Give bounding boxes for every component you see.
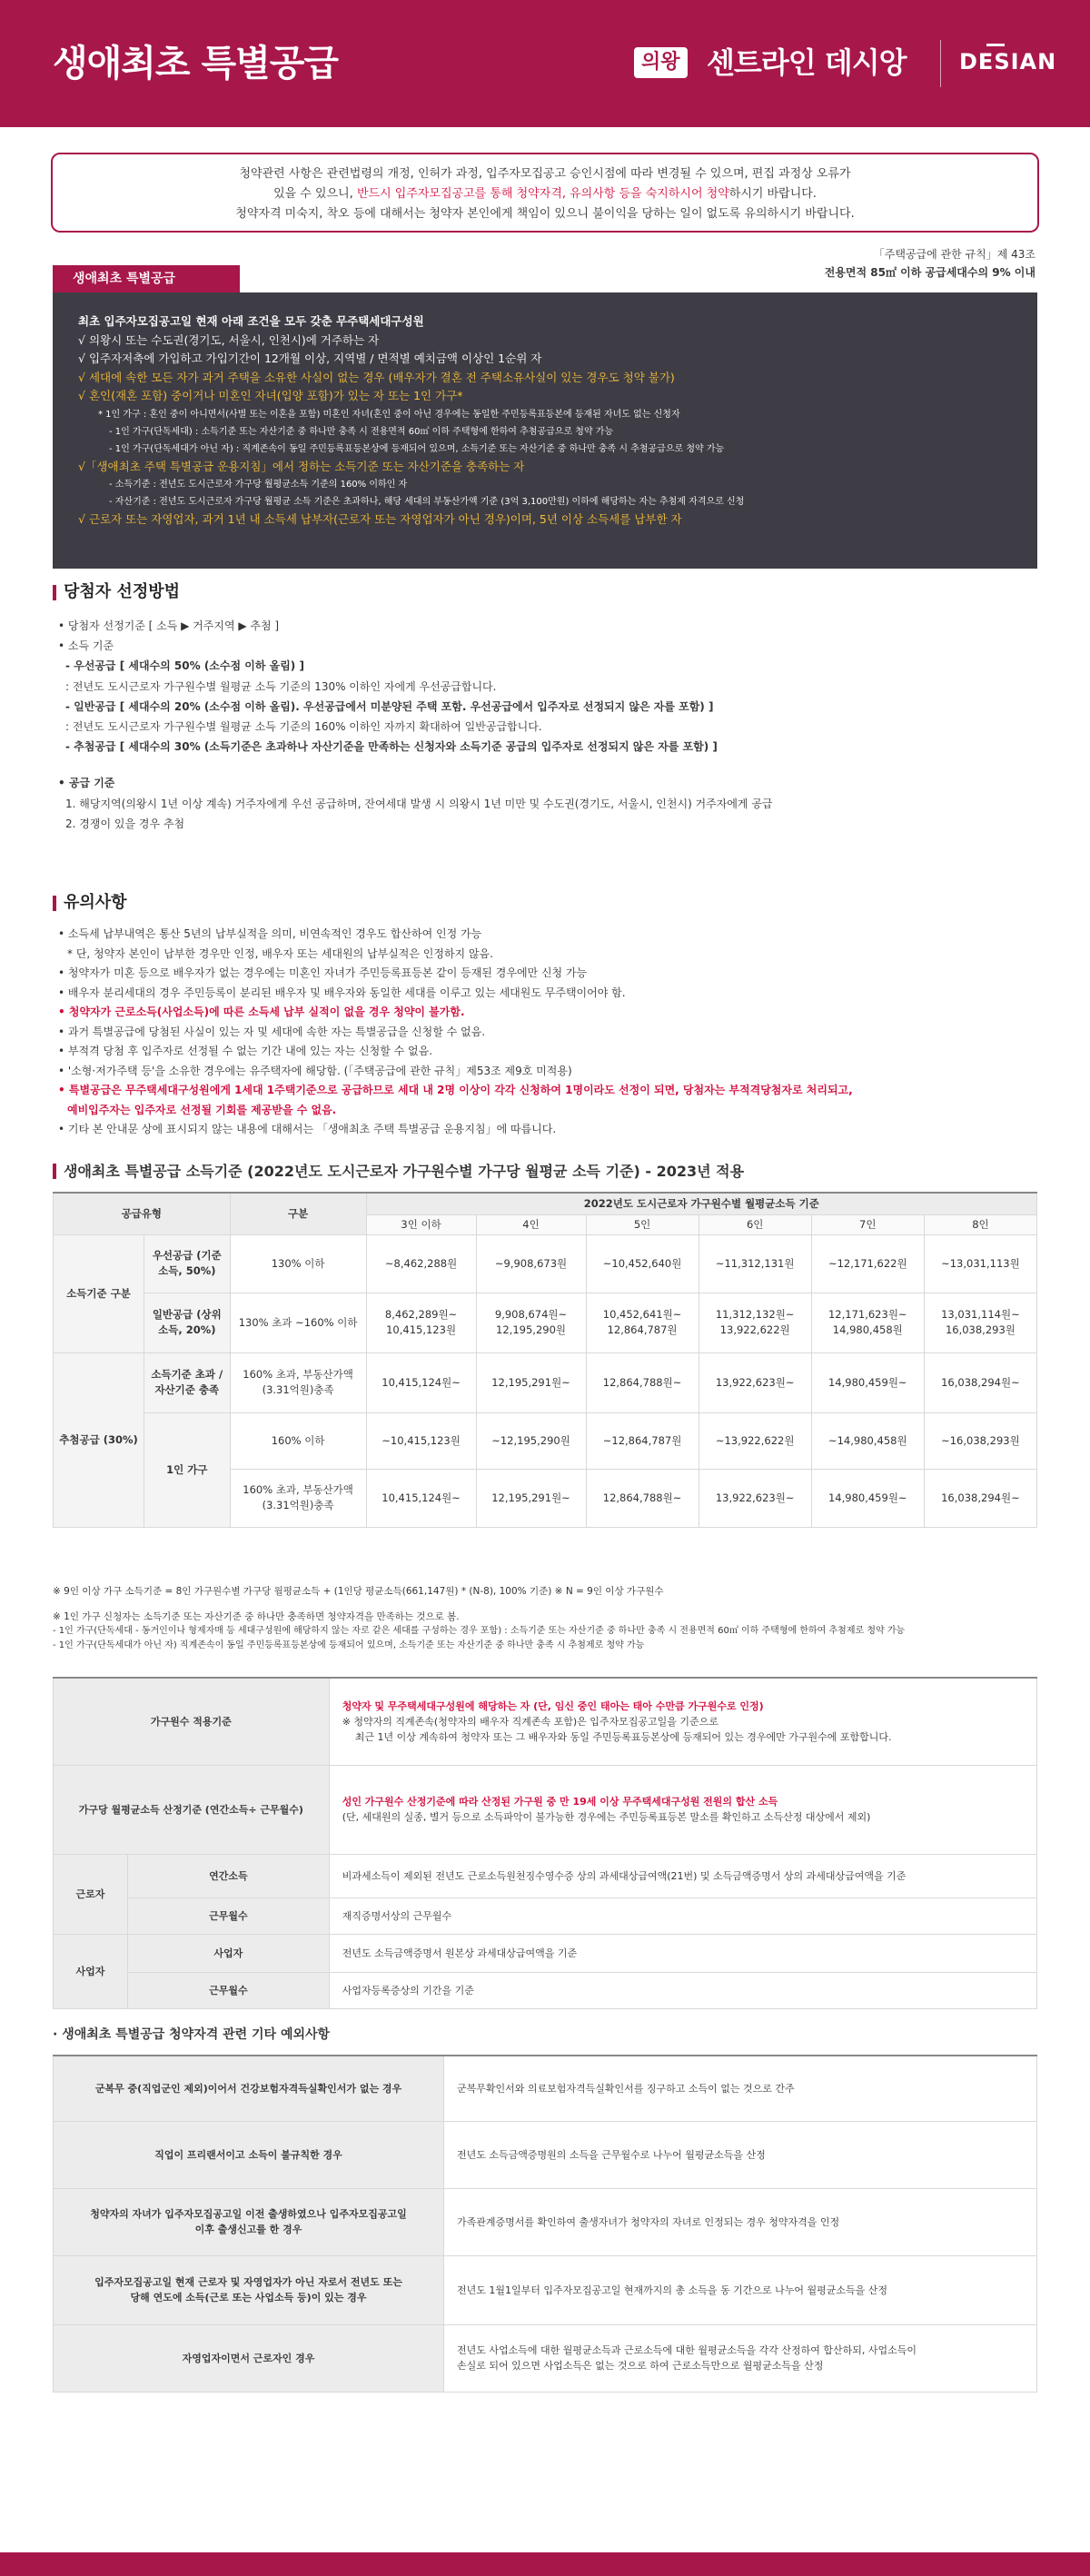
page-header: [0, 0, 1090, 127]
row-group: 사업자: [54, 1934, 128, 2008]
caution-line: • 과거 특별공급에 당첨된 사실이 있는 자 및 세대에 속한 자는 특별공급을 신청할 수 없음.: [58, 1025, 486, 1038]
cell: 11,312,132원~ 13,922,622원: [699, 1293, 811, 1352]
ref-line: 전용면적 85㎡ 이하 공급세대수의 9% 이내: [824, 266, 1036, 279]
caution-line: • 청약자가 미혼 등으로 배우자가 없는 경우에는 미혼인 자녀가 주민등록표등본 같이 등재된 경우에만 신청 가능: [58, 966, 588, 979]
row-value-line: ※ 청약자의 직계존속(청약자의 배우자 직계존속 포함)은 입주자모집공고일을 기준으로: [342, 1715, 718, 1728]
cell: 12,864,788원~: [586, 1469, 699, 1527]
row-division: 160% 초과, 부동산가액(3.31억원)충족: [230, 1352, 366, 1412]
criteria-item: √ 혼인(재혼 포함) 중이거나 미혼인 자녀(입양 포함)가 있는 자 또는 1인 가구*: [78, 389, 463, 402]
cell: ~13,031,113원: [924, 1234, 1036, 1293]
row-type: 우선공급 (기준소득, 50%): [144, 1234, 231, 1293]
cell: ~13,922,622원: [699, 1412, 811, 1469]
selection-line: - 우선공급 [ 세대수의 50% (소수점 이하 올림) ]: [65, 659, 304, 673]
exceptions-title: · 생애최초 특별공급 청약자격 관련 기타 예외사항: [53, 2027, 331, 2042]
criteria-sub: - 1인 가구(단독세대가 아닌 자) : 직계존속이 동일 주민등록표등본상에 등재되어 있으며, 소득기준 또는 자산기준 중 하나만 충족 시 추첨공급으로 청약 가능: [109, 443, 725, 454]
selection-line: 1. 해당지역(의왕시 1년 이상 계속) 거주자에게 우선 공급하며, 잔여세대 발생 시 의왕시 1년 미만 및 수도권(경기도, 서울시, 인천시) 거주자에게 공급: [65, 797, 773, 810]
cell: ~14,980,458원: [811, 1412, 924, 1469]
table-row: [54, 1234, 1037, 1293]
caution-line: * 단, 청약자 본인이 납부한 경우만 인정, 배우자 또는 세대원의 납부실적은 인정하지 않음.: [67, 946, 493, 960]
ref-line: 「주택공급에 관한 규칙」제 43조: [873, 248, 1036, 261]
notice-text: 하시기 바랍니다.: [728, 187, 817, 201]
cell: ~11,312,131원: [699, 1234, 811, 1293]
definition-table: [53, 1677, 1037, 2009]
row-value: 사업자등록증상의 기간을 기준: [329, 1972, 1036, 2008]
criteria-box: [53, 292, 1037, 569]
selection-line: - 추첨공급 [ 세대수의 30% (소득기준은 초과하나 자산기준을 만족하는 신청자와 소득기준 공급의 입주자로 선정되지 않은 자를 포함) ]: [65, 740, 718, 754]
row-value: 전년도 소득금액증명원의 소득을 근무월수로 나누어 월평균소득을 산정: [444, 2121, 1037, 2188]
cell: 12,195,291원~: [476, 1352, 586, 1412]
col-header: 구분: [230, 1193, 366, 1234]
section-tab: 생애최초 특별공급: [53, 265, 240, 292]
table-note: - 1인 가구(단독세대가 아닌 자) 직계존속이 동일 주민등록표등본상에 등재되어 있으며, 소득기준 또는 자산기준 중 하나만 충족 시 추첨제로 청약 가능: [53, 1640, 645, 1650]
selection-line: 2. 경쟁이 있을 경우 추첨: [65, 817, 185, 830]
row-label: 가구당 월평균소득 산정기준 (연간소득÷ 근무월수): [54, 1765, 330, 1854]
row-label: 청약자의 자녀가 입주자모집공고일 이전 출생하였으나 입주자모집공고일 이후 출생신고를 한 경우: [54, 2188, 444, 2255]
col-header: 2022년도 도시근로자 가구원수별 월평균소득 기준: [366, 1193, 1036, 1214]
selection-line: - 일반공급 [ 세대수의 20% (소수점 이하 올림). 우선공급에서 미분양된 주택 포함. 우선공급에서 입주자로 선정되지 않은 자를 포함) ]: [65, 699, 714, 713]
income-table: [53, 1192, 1037, 1528]
row-division: 130% 초과 ~160% 이하: [230, 1293, 366, 1352]
col-header: 6인: [699, 1214, 811, 1234]
row-label: 가구원수 적용기준: [54, 1678, 330, 1765]
row-type: 1인 가구: [144, 1412, 231, 1527]
footer-bar: [0, 2552, 1090, 2576]
table-row: [54, 1854, 1037, 1897]
cell: ~16,038,293원: [924, 1412, 1036, 1469]
row-value: 군복무확인서와 의료보험자격득실확인서를 징구하고 소득이 없는 것으로 간주: [444, 2056, 1037, 2121]
cell: ~9,908,673원: [476, 1234, 586, 1293]
table-row: [54, 1765, 1037, 1854]
exceptions-table: [53, 2055, 1037, 2393]
criteria-item: √ 입주자저축에 가입하고 가입기간이 12개월 이상, 지역별 / 면적별 예치금액 이상인 1순위 자: [78, 352, 542, 365]
row-type: 소득기준 초과 / 자산기준 충족: [144, 1352, 231, 1412]
cell: 12,195,291원~: [476, 1469, 586, 1527]
row-value: [329, 1765, 1036, 1854]
row-value: 전년도 소득금액증명서 원본상 과세대상급여액을 기준: [329, 1934, 1036, 1972]
col-header: 3인 이하: [366, 1214, 476, 1234]
table-row: [54, 1897, 1037, 1934]
row-value-line: 성인 가구원수 산정기준에 따라 산정된 가구원 중 만 19세 이상 무주택세대구성원 전원의 합산 소득: [342, 1796, 778, 1808]
desian-logo: DESIAN: [959, 49, 1057, 74]
row-label: 자영업자이면서 근로자인 경우: [54, 2324, 444, 2392]
cautions-body: [58, 925, 853, 1140]
row-type: 일반공급 (상위소득, 20%): [144, 1293, 231, 1352]
selection-line: • 당첨자 선정기준 [ 소득 ▶ 거주지역 ▶ 추첨 ]: [58, 619, 280, 632]
row-value: 재직증명서상의 근무월수: [329, 1897, 1036, 1934]
table-row: [54, 2324, 1037, 2392]
criteria-item: √ 근로자 또는 자영업자, 과거 1년 내 소득세 납부자(근로자 또는 자영업자가 아닌 경우)이며, 5년 이상 소득세를 납부한 자: [78, 512, 682, 526]
selection-body: [58, 616, 773, 834]
caution-line: • 소득세 납부내역은 통산 5년의 납부실적을 의미, 비연속적인 경우도 합산하여 인정 가능: [58, 927, 482, 940]
complex-name: 센트라인 데시앙: [707, 45, 907, 80]
section-heading-cautions: 유의사항: [53, 892, 127, 914]
caution-line: • 특별공급은 무주택세대구성원에게 1세대 1주택기준으로 공급하므로 세대 내 2명 이상이 각각 신청하여 1명이라도 선정이 되면, 당첨자는 부적격당첨자로 처리되고,: [58, 1084, 853, 1096]
cell: 16,038,294원~: [924, 1469, 1036, 1527]
reference-note: [825, 245, 1036, 282]
caution-line: • 청약자가 근로소득(사업소득)에 따른 소득세 납부 실적이 없을 경우 청약이 불가함.: [58, 1006, 465, 1018]
cell: 13,922,623원~: [699, 1352, 811, 1412]
row-label: 사업자: [128, 1934, 330, 1972]
header-divider: [940, 40, 941, 87]
row-value: 비과세소득이 제외된 전년도 근로소득원천징수영수증 상의 과세대상급여액(21번) 및 소득금액증명서 상의 과세대상급여액을 기준: [329, 1854, 1036, 1897]
table-row: [54, 2255, 1037, 2324]
caution-line: • 부적격 당첨 후 입주자로 선정될 수 없는 기간 내에 있는 자는 신청할 수 없음.: [58, 1045, 433, 1057]
cell: ~10,452,640원: [586, 1234, 699, 1293]
table-note: ※ 1인 가구 신청자는 소득기준 또는 자산기준 중 하나만 충족하면 청약자격을 만족하는 것으로 봄.: [53, 1611, 460, 1622]
table-row: [54, 1972, 1037, 2008]
table-row: [54, 2121, 1037, 2188]
page-title: 생애최초 특별공급: [53, 43, 339, 84]
row-value-line: (단, 세대원의 실종, 별거 등으로 소득파악이 불가능한 경우에는 주민등록표등본 말소를 확인하고 소득산정 대상에서 제외): [342, 1811, 871, 1823]
row-value: 가족관계증명서를 확인하여 출생자녀가 청약자의 자녀로 인정되는 경우 청약자격을 인정: [444, 2188, 1037, 2255]
row-division: 130% 이하: [230, 1234, 366, 1293]
table-note: ※ 9인 이상 가구 소득기준 = 8인 가구원수별 가구당 월평균소득 + (1인당 평균소득(661,147원) * (N-8), 100% 기준) ※ N = 9인 이상 가구원수: [53, 1586, 664, 1597]
cell: 14,980,459원~: [811, 1352, 924, 1412]
notice-line: [53, 184, 1037, 204]
row-label: 직업이 프리랜서이고 소득이 불규칙한 경우: [54, 2121, 444, 2188]
table-row: [54, 1352, 1037, 1412]
table-row: [54, 1678, 1037, 1765]
table-row: [54, 1293, 1037, 1352]
notice-box: [51, 153, 1039, 233]
caution-line: 예비입주자는 입주자로 선정될 기회를 제공받을 수 없음.: [67, 1103, 337, 1116]
cell: 10,415,124원~: [366, 1352, 476, 1412]
selection-spacer: [58, 757, 773, 773]
cell: 10,415,124원~: [366, 1469, 476, 1527]
criteria-sub: * 1인 가구 : 혼인 중이 아니면서(사별 또는 이혼을 포함) 미혼인 자녀(혼인 중이 아닌 경우에는 동일한 주민등록표등본에 등재된 자녀도 없는 신청자: [98, 409, 680, 420]
row-division: 160% 이하: [230, 1412, 366, 1469]
criteria-sub: - 자산기준 : 전년도 도시근로자 가구당 월평균 소득 기준은 초과하나, 해당 세대의 부동산가액 기준 (3억 3,100만원) 이하에 해당하는 자는 추첨제 자격으로 신청: [109, 497, 745, 507]
notice-text: 있을 수 있으니,: [273, 187, 357, 201]
row-value: [329, 1678, 1036, 1765]
row-value-line: 최근 1년 이상 계속하여 청약자 또는 그 배우자와 동일 주민등록표등본상에 등재되어 있는 경우에만 가구원수에 포함합니다.: [354, 1730, 892, 1743]
caution-line: • 배우자 분리세대의 경우 주민등록이 분리된 배우자 및 배우자와 동일한 세대를 이루고 있는 세대원도 무주택이어야 함.: [58, 986, 626, 999]
col-header: 공급유형: [54, 1193, 231, 1234]
cell: ~12,864,787원: [586, 1412, 699, 1469]
row-label: 연간소득: [128, 1854, 330, 1897]
selection-line: : 전년도 도시근로자 가구원수별 월평균 소득 기준의 160% 이하인 자까지 확대하여 일반공급합니다.: [65, 720, 542, 734]
cell: 13,031,114원~ 16,038,293원: [924, 1293, 1036, 1352]
cell: 10,452,641원~ 12,864,787원: [586, 1293, 699, 1352]
row-group: 소득기준 구분: [54, 1234, 144, 1352]
col-header: 4인: [476, 1214, 586, 1234]
row-value: 전년도 사업소득에 대한 월평균소득과 근로소득에 대한 월평균소득을 각각 산정하여 합산하되, 사업소득이 손실로 되어 있으면 사업소득은 없는 것으로 하여 근로소득만으로 월평균소득을 산정: [444, 2324, 1037, 2392]
cell: ~12,171,622원: [811, 1234, 924, 1293]
selection-line: : 전년도 도시근로자 가구원수별 월평균 소득 기준의 130% 이하인 자에게 우선공급합니다.: [65, 679, 497, 693]
exceptions-title-text: 생애최초 특별공급 청약자격 관련 기타 예외사항: [62, 2027, 331, 2042]
criteria-item: √ 세대에 속한 모든 자가 과거 주택을 소유한 사실이 없는 경우 (배우자가 결혼 전 주택소유사실이 있는 경우도 청약 불가): [78, 370, 675, 384]
criteria-intro: 최초 입주자모집공고일 현재 아래 조건을 모두 갖춘 무주택세대구성원: [78, 314, 424, 328]
row-label: 입주자모집공고일 현재 근로자 및 자영업자가 아닌 자로서 전년도 또는 당해 연도에 소득(근로 또는 사업소득 등)이 있는 경우: [54, 2255, 444, 2324]
row-label: 근무월수: [128, 1897, 330, 1934]
cell: 13,922,623원~: [699, 1469, 811, 1527]
table-row: [54, 1412, 1037, 1469]
notice-emphasis: 반드시 입주자모집공고를 통해 청약자격, 유의사항 등을 숙지하시어 청약: [356, 187, 729, 201]
table-row: [54, 2188, 1037, 2255]
row-value-line: 청약자 및 무주택세대구성원에 해당하는 자 (단, 임신 중인 태아는 태아 수만큼 가구원수로 인정): [342, 1699, 764, 1712]
selection-line: • 소득 기준: [58, 639, 114, 653]
row-value: 전년도 1월1일부터 입주자모집공고일 현재까지의 총 소득을 동 기간으로 나누어 월평균소득을 산정: [444, 2255, 1037, 2324]
cell: 12,171,623원~ 14,980,458원: [811, 1293, 924, 1352]
caution-line: • '소형·저가주택 등'을 소유한 경우에는 유주택자에 해당함. (「주택공급에 관한 규칙」제53조 제9호 미적용): [58, 1064, 572, 1077]
cell: 9,908,674원~ 12,195,290원: [476, 1293, 586, 1352]
row-group: 추첨공급 (30%): [54, 1352, 144, 1527]
region-badge: 의왕: [634, 47, 688, 78]
income-table-title: 생애최초 특별공급 소득기준 (2022년도 도시근로자 가구원수별 가구당 월평균 소득 기준) - 2023년 적용: [53, 1161, 744, 1183]
row-group: 근로자: [54, 1854, 128, 1934]
notice-line: 청약자격 미숙지, 착오 등에 대해서는 청약자 본인에게 책임이 있으니 불이익을 당하는 일이 없도록 유의하시기 바랍니다.: [235, 207, 855, 221]
cell: 16,038,294원~: [924, 1352, 1036, 1412]
table-note: - 1인 가구(단독세대 - 동거인이나 형제자매 등 세대구성원에 해당하지 않는 자로 같은 세대를 구성하는 경우 포함) : 소득기준 또는 자산기준 중 하나만 충족 시 전용면적 60㎡ 이하 주택형에 한하여 추첨제로 청약 가능: [53, 1626, 906, 1636]
criteria-item: √ 의왕시 또는 수도권(경기도, 서울시, 인천시)에 거주하는 자: [78, 332, 380, 347]
cell: 14,980,459원~: [811, 1469, 924, 1527]
row-division: 160% 초과, 부동산가액(3.31억원)충족: [230, 1469, 366, 1527]
selection-line: • 공급 기준: [58, 777, 115, 790]
col-header: 7인: [811, 1214, 924, 1234]
cell: ~12,195,290원: [476, 1412, 586, 1469]
col-header: 8인: [924, 1214, 1036, 1234]
section-heading-selection: 당첨자 선정방법: [53, 581, 180, 603]
cell: 8,462,289원~ 10,415,123원: [366, 1293, 476, 1352]
caution-line: • 기타 본 안내문 상에 표시되지 않는 내용에 대해서는 「생애최초 주택 특별공급 운용지침」에 따릅니다.: [58, 1123, 557, 1135]
row-label: 근무월수: [128, 1972, 330, 2008]
criteria-sub: - 소득기준 : 전년도 도시근로자 가구당 월평균소득 기준의 160% 이하인 자: [109, 480, 408, 490]
table-row: [54, 2056, 1037, 2121]
cell: ~8,462,288원: [366, 1234, 476, 1293]
notice-line: 청약관련 사항은 관련법령의 개정, 인허가 과정, 입주자모집공고 승인시점에 따라 변경될 수 있으며, 편집 과정상 오류가: [239, 167, 851, 181]
cell: 12,864,788원~: [586, 1352, 699, 1412]
cell: ~10,415,123원: [366, 1412, 476, 1469]
col-header: 5인: [586, 1214, 699, 1234]
criteria-item: √「생애최초 주택 특별공급 운용지침」에서 정하는 소득기준 또는 자산기준을 충족하는 자: [78, 459, 525, 473]
table-row: [54, 1934, 1037, 1972]
row-label: 군복무 중(직업군인 제외)이어서 건강보험자격득실확인서가 없는 경우: [54, 2056, 444, 2121]
criteria-sub: - 1인 가구(단독세대) : 소득기준 또는 자산기준 중 하나만 충족 시 전용면적 60㎡ 이하 주택형에 한하여 추첨공급으로 청약 가능: [109, 426, 614, 437]
